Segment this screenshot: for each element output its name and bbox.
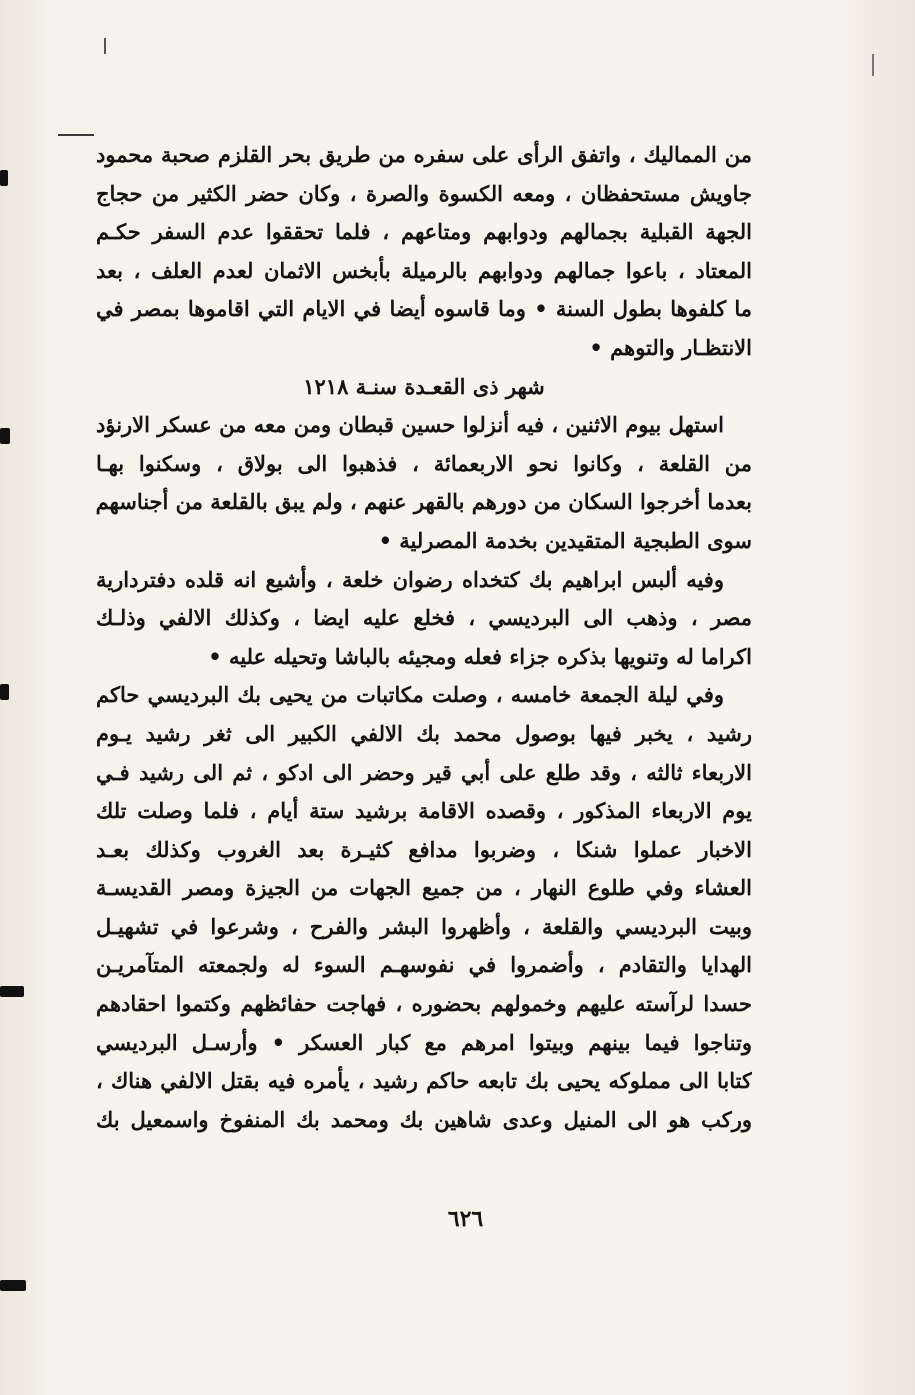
page-text: [96, 136, 752, 1139]
text-line: كتابا الى مملوكه يحيى بك تابعه حاكم رشيد ، يأمره فيه بقتل الالفي هناك ،: [96, 1068, 752, 1094]
text-line: من المماليك ، واتفق الرأى على سفره من طريق بحر القلزم صحبة محمود: [96, 142, 752, 167]
text-line: يوم الاربعاء المذكور ، وقصده الاقامة برشيد ستة أيام ، فلما وصلت تلك: [96, 798, 752, 824]
margin-mark: [0, 1280, 26, 1291]
text-line: استهل بيوم الاثنين ، فيه أنزلوا حسين قبطان ومن معه من عسكر الارنؤد: [96, 412, 724, 438]
scan-mark: [872, 54, 874, 76]
text-line: وفيه ألبس ابراهيم بك كتخداه رضوان خلعة ، وأشيع انه قلده دفتردارية: [96, 566, 724, 592]
text-line: وبيت البرديسي والقلعة ، وأظهروا البشر والفرح ، وشرعوا في تشهيـل: [96, 913, 752, 939]
text-line: الاخبار عملوا شنكا ، وضربوا مدافع كثيـرة بعد الغروب وكذلك بعـد: [96, 836, 752, 862]
text-line: الهدايا والتقادم ، وأضمروا في نفوسهـم السوء له ولجمعته المتآمريـن: [96, 952, 752, 978]
text-line: الانتظـار والتوهم •: [589, 334, 752, 360]
text-line: وركب هو الى المنيل وعدى شاهين بك ومحمد بك المنفوخ واسمعيل بك: [96, 1106, 752, 1132]
text-line: الجهة القبلية بجمالهم ودوابهم ومتاعهم ، فلما تحققوا عدم السفر حكـم: [96, 219, 752, 245]
margin-mark: [0, 986, 24, 997]
section-heading: شهر ذى القعـدة سنـة ١٢١٨: [303, 373, 545, 399]
text-line: المعتاد ، باعوا جمالهم ودوابهم بالرميلة بأبخس الاثمان لعدم العلف ، بعد: [96, 257, 752, 283]
text-line: من القلعة ، وكانوا نحو الاربعمائة ، فذهبوا الى بولاق ، وسكنوا بهـا: [96, 450, 752, 476]
text-line: الاربعاء ثالثه ، وقد طلع على أبي قير وحضر الى ادكو ، ثم الى رشيد فـي: [96, 759, 752, 785]
text-line: جاويش مستحفظان ، ومعه الكسوة والصرة ، وكان حضر الكثير من حجاج: [96, 180, 752, 206]
text-line: بعدما أخرجوا السكان من دورهم بالقهر عنهم ، ولم يبق بالقلعة من أجناسهم: [96, 489, 752, 515]
text-line: مصر ، وذهب الى البرديسي ، فخلع عليه ايضا ، وكذلك الالفي وذلـك: [96, 605, 752, 631]
text-line: حسدا لرآسته عليهم وخمولهم بحضوره ، فهاجت حفائظهم وكتموا احقادهم: [96, 991, 752, 1017]
margin-mark: [0, 428, 10, 444]
page-number: ٦٢٦: [447, 1206, 484, 1232]
text-line: وفي ليلة الجمعة خامسه ، وصلت مكاتبات من يحيى بك البرديسي حاكم: [96, 682, 724, 708]
text-line: رشيد ، يخبر فيها بوصول محمد بك الالفي الكبير الى ثغر رشيد يـوم: [96, 720, 752, 746]
scan-mark: [104, 38, 106, 54]
margin-mark: [0, 684, 9, 700]
text-line: سوى الطبجية المتقيدين بخدمة المصرلية •: [378, 527, 752, 553]
text-line: اكراما له وتنويها بذكره جزاء فعله ومجيئه بالباشا وتحيله عليه •: [208, 643, 752, 669]
text-line: وتناجوا فيما بينهم وبيتوا امرهم مع كبار العسكر • وأرسـل البرديسي: [96, 1029, 752, 1055]
text-line: العشاء وفي طلوع النهار ، من جميع الجهات من الجيزة ومصر القديسـة: [96, 875, 752, 901]
text-line: ما كلفوها بطول السنة • وما قاسوه أيضا في الايام التي اقاموها بمصر في: [96, 296, 752, 322]
header-rule: [58, 134, 94, 136]
margin-mark: [0, 170, 8, 186]
